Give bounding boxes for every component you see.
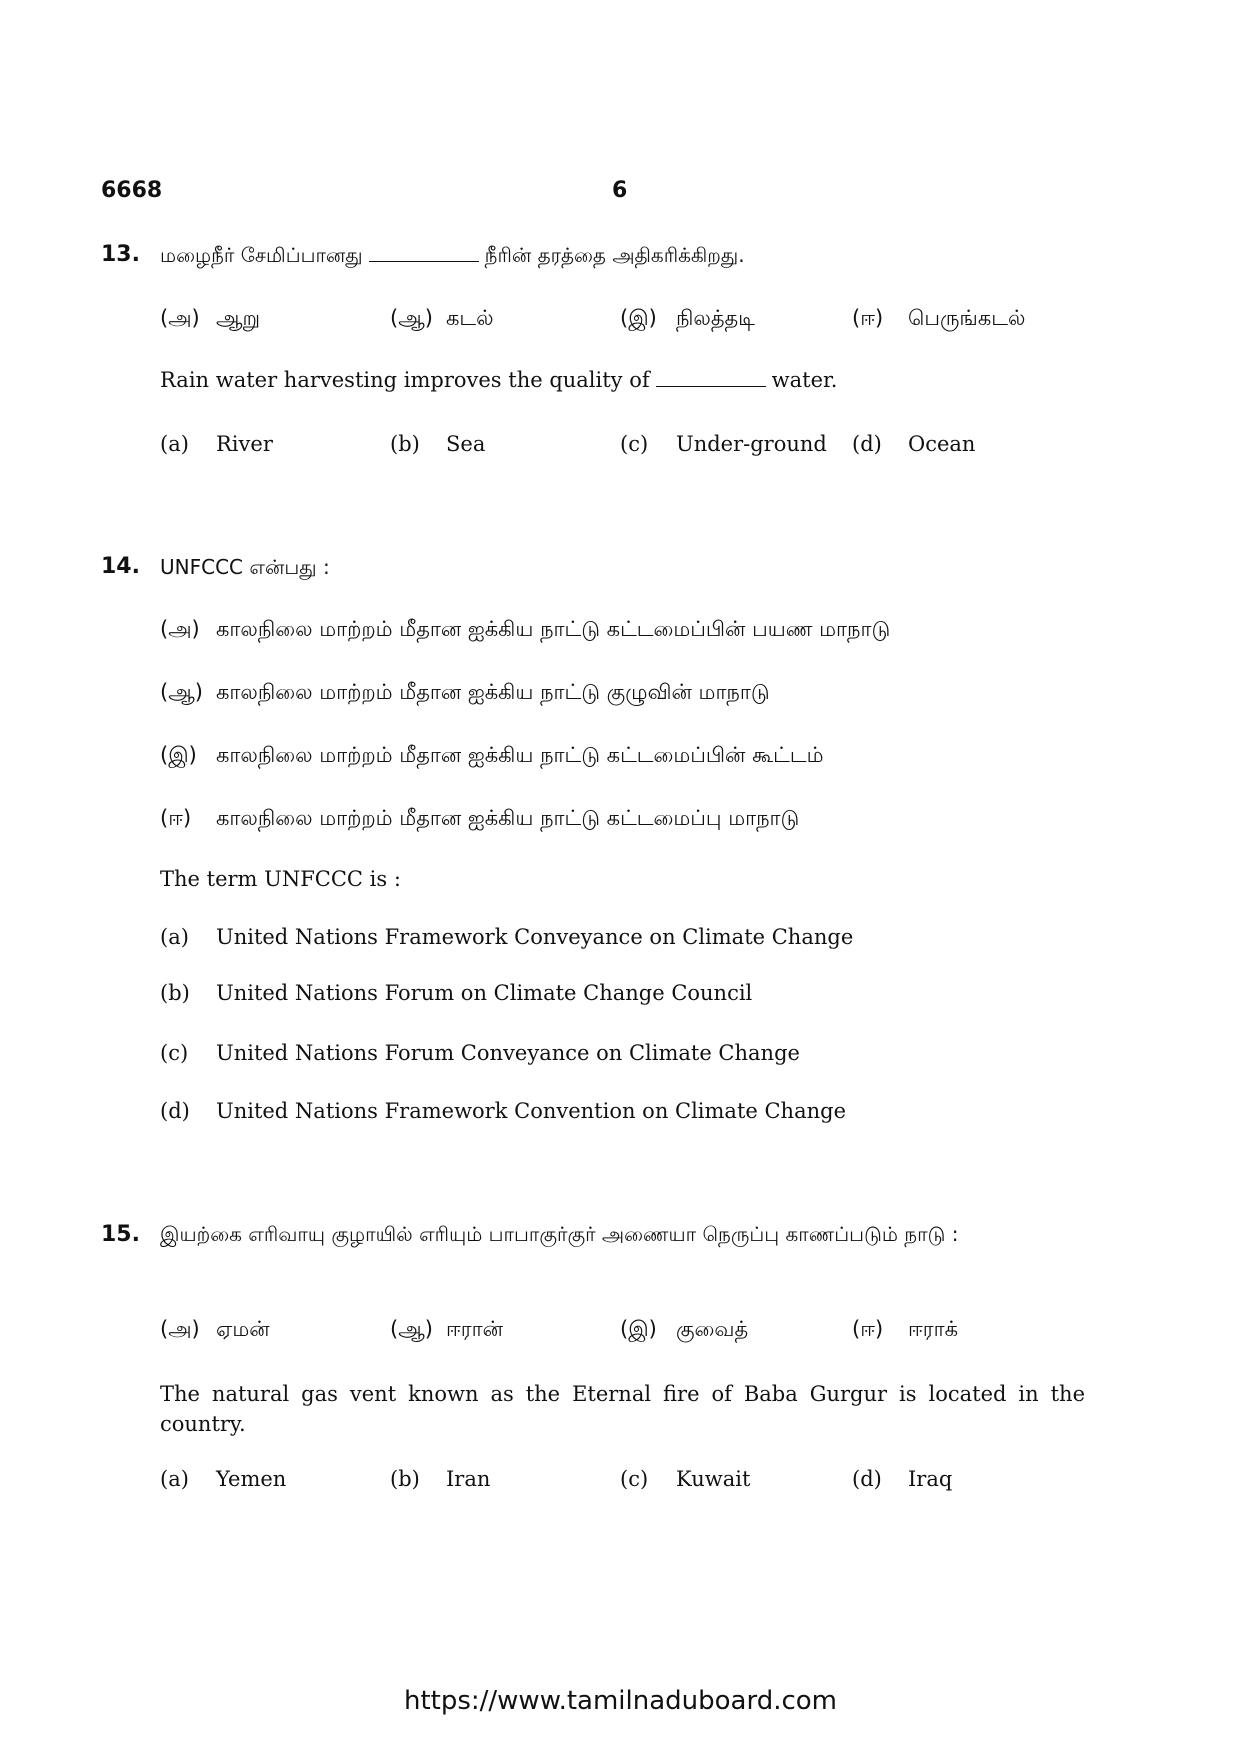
option-tamil-d: (ஈ) பெருங்கடல் xyxy=(852,306,1026,330)
option-tamil-b: (ஆ) கடல் xyxy=(390,306,494,330)
option-english-c: (c) Under-ground xyxy=(620,432,827,456)
option-english-b: (b) Sea xyxy=(390,432,486,456)
question-number: 14. xyxy=(101,554,140,579)
option-english-b: (b) Iran xyxy=(390,1467,491,1491)
option-tamil-b: (ஆ) ஈரான் xyxy=(390,1317,503,1341)
option-english-c: (c) Kuwait xyxy=(620,1467,751,1491)
option-english-c: (c) United Nations Forum Conveyance on Climate Change xyxy=(160,1041,800,1065)
question-text-tamil: இயற்கை எரிவாயு குழாயில் எரியும் பாபாகுர்குர் அணையா நெருப்பு காணப்படும் நாடு : xyxy=(160,1222,959,1246)
option-english-d: (d) Iraq xyxy=(852,1467,953,1491)
option-english-a: (a) River xyxy=(160,432,273,456)
question-text-english: Rain water harvesting improves the quality of water. xyxy=(160,368,838,392)
option-english-d: (d) United Nations Framework Convention on Climate Change xyxy=(160,1099,846,1123)
option-tamil-a: (அ) ஆறு xyxy=(160,306,261,330)
option-english-a: (a) Yemen xyxy=(160,1467,287,1491)
answer-blank xyxy=(656,386,766,387)
option-tamil-b: (ஆ) காலநிலை மாற்றம் மீதான ஐக்கிய நாட்டு குழுவின் மாநாடு xyxy=(160,680,770,704)
answer-blank xyxy=(369,261,479,262)
question-text-tamil: மழைநீர் சேமிப்பானது நீரின் தரத்தை அதிகரிக்கிறது. xyxy=(160,243,745,267)
option-tamil-a: (அ) காலநிலை மாற்றம் மீதான ஐக்கிய நாட்டு கட்டமைப்பின் பயண மாநாடு xyxy=(160,617,891,641)
option-tamil-d: (ஈ) ஈராக் xyxy=(852,1317,959,1341)
question-number: 15. xyxy=(101,1222,140,1247)
question-text-tamil: UNFCCC என்பது : xyxy=(160,555,330,579)
option-tamil-d: (ஈ) காலநிலை மாற்றம் மீதான ஐக்கிய நாட்டு கட்டமைப்பு மாநாடு xyxy=(160,806,800,830)
page-number: 6 xyxy=(612,178,628,203)
option-english-a: (a) United Nations Framework Conveyance on Climate Change xyxy=(160,925,854,949)
footer-url: https://www.tamilnaduboard.com xyxy=(403,1686,838,1716)
paper-code: 6668 xyxy=(101,178,163,203)
option-tamil-c: (இ) காலநிலை மாற்றம் மீதான ஐக்கிய நாட்டு கட்டமைப்பின் கூட்டம் xyxy=(160,743,824,767)
option-tamil-c: (இ) நிலத்தடி xyxy=(620,306,755,330)
question-number: 13. xyxy=(101,242,140,267)
option-english-b: (b) United Nations Forum on Climate Change Council xyxy=(160,981,753,1005)
question-text-english: The term UNFCCC is : xyxy=(160,867,401,891)
option-tamil-c: (இ) குவைத் xyxy=(620,1317,749,1341)
option-english-d: (d) Ocean xyxy=(852,432,976,456)
question-text-english: The natural gas vent known as the Eternal fire of Baba Gurgur is located in the country. xyxy=(160,1382,1085,1436)
option-tamil-a: (அ) ஏமன் xyxy=(160,1317,270,1341)
